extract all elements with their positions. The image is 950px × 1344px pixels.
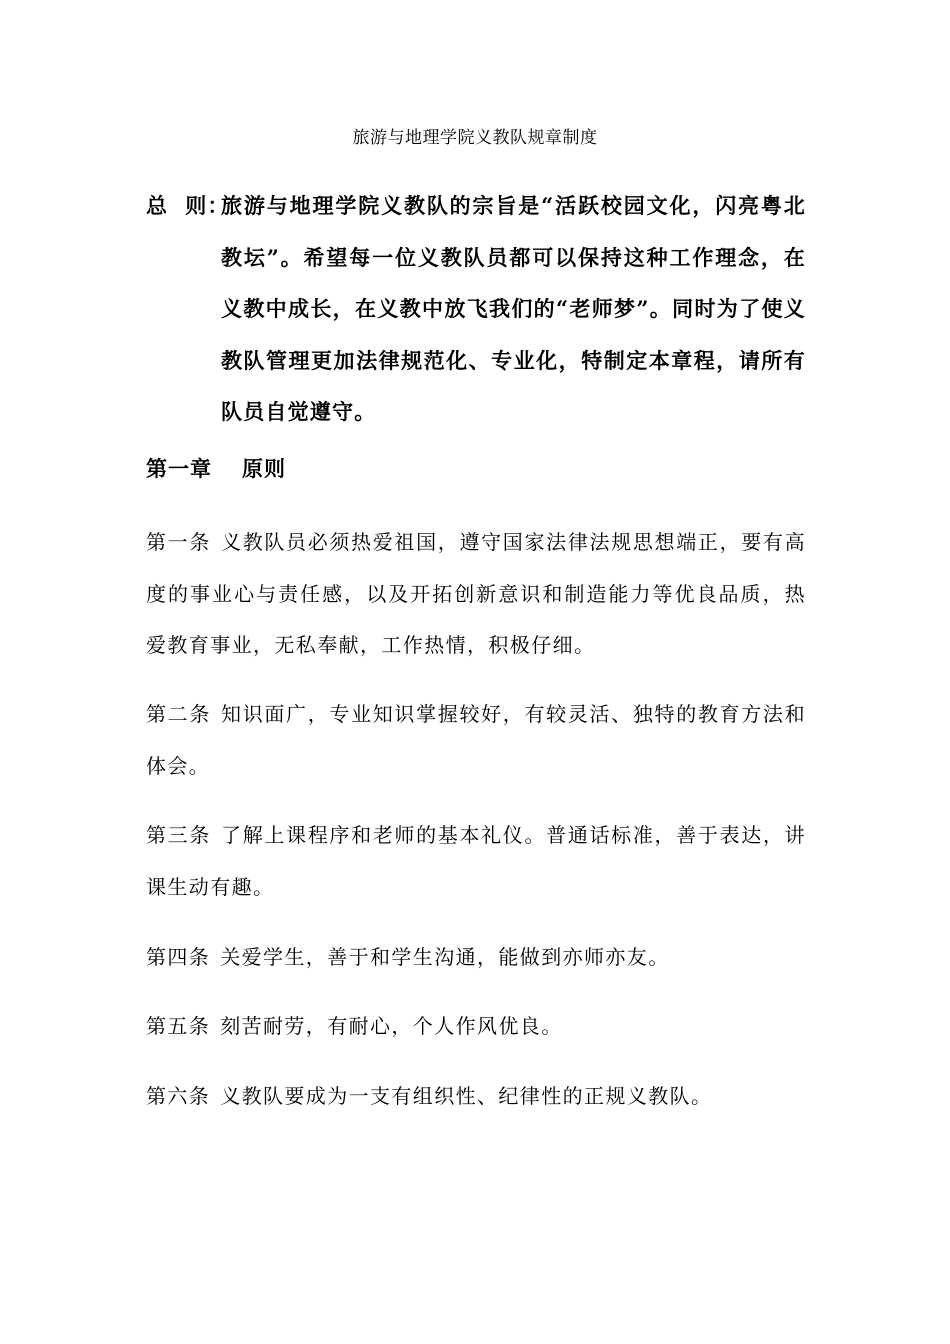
article-number: 第四条: [146, 945, 211, 969]
general-provisions: [146, 180, 806, 438]
article-text: 关爱学生，善于和学生沟通，能做到亦师亦友。: [220, 945, 670, 969]
article-6: [146, 1071, 806, 1123]
article-text: 知识面广，专业知识掌握较好，有较灵活、独特的教育方法和体会。: [146, 702, 806, 778]
article-5: [146, 1001, 806, 1053]
chapter-heading: [146, 453, 286, 485]
article-text: 义教队员必须热爱祖国，遵守国家法律法规思想端正，要有高度的事业心与责任感，以及开拓创新意识和制造能力等优良品质，热爱教育事业，无私奉献，工作热情，积极仔细。: [146, 530, 806, 657]
article-1: [146, 517, 806, 672]
article-number: 第一条: [146, 530, 212, 554]
document-title: 旅游与地理学院义教队规章制度: [352, 128, 598, 148]
general-provisions-text: 旅游与地理学院义教队的宗旨是“活跃校园文化，闪亮粤北教坛”。希望每一位义教队员都可以保持这种工作理念，在义教中成长，在义教中放飞我们的“老师梦”。同时为了使义教队管理更加法律规范化、专业化，特制定本章程，请所有队员自觉遵守。: [221, 193, 806, 424]
chapter-name: 原则: [242, 456, 286, 481]
article-number: 第三条: [146, 823, 212, 847]
article-text: 刻苦耐劳，有耐心，个人作风优良。: [220, 1014, 563, 1038]
general-provisions-label: 总 则：: [146, 193, 230, 218]
article-2: [146, 689, 806, 792]
article-3: [146, 810, 806, 913]
article-number: 第六条: [146, 1084, 211, 1108]
article-number: 第二条: [146, 702, 212, 726]
article-4: [146, 932, 806, 984]
article-number: 第五条: [146, 1014, 211, 1038]
chapter-number: 第一章: [146, 456, 212, 481]
article-text: 了解上课程序和老师的基本礼仪。普通话标准，善于表达，讲课生动有趣。: [146, 823, 806, 899]
article-text: 义教队要成为一支有组织性、纪律性的正规义教队。: [220, 1084, 713, 1108]
